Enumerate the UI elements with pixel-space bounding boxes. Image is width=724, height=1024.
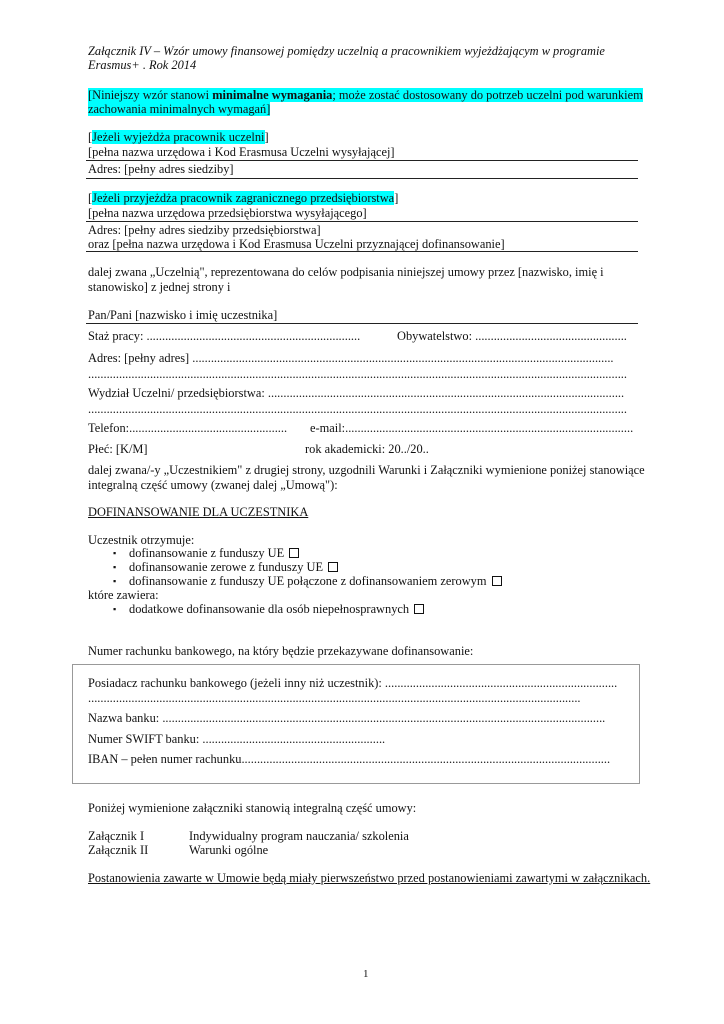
swift-field: Numer SWIFT banku: ........................................................... <box>88 732 386 746</box>
bank-name-field: Nazwa banku: ............................................................................................................................................... <box>88 711 606 725</box>
participant-called-line1: dalej zwana/-y „Uczestnikiem" z drugiej strony, uzgodnili Warunki i Załączniki wymienione poniżej stanowiące <box>88 463 645 477</box>
funding-extra <box>129 602 424 617</box>
annexes-intro: Poniżej wymienione załączniki stanowią integralną część umowy: <box>88 801 417 815</box>
bullet: ▪ <box>113 548 117 558</box>
funding-includes: które zawiera: <box>88 588 159 602</box>
phone-field: Telefon:................................................... <box>88 421 288 435</box>
bullet: ▪ <box>113 562 117 572</box>
annex-text: Indywidualny program nauczania/ szkolenia <box>189 829 409 843</box>
address-field-continued: .............................................................................................................................................................................. <box>88 367 627 381</box>
funding-extra-label: dodatkowe dofinansowanie dla osób niepełnosprawnych <box>129 602 410 616</box>
enterprise-block-title: [Jeżeli przyjeżdża pracownik zagranicznego przedsiębiorstwa] <box>88 191 399 205</box>
divider <box>86 251 638 252</box>
staff-block-line1: [pełna nazwa urzędowa i Kod Erasmusa Uczelni wysyłającej] <box>88 145 395 159</box>
checkbox[interactable] <box>328 562 338 572</box>
bullet: ▪ <box>113 604 117 614</box>
sex-field: Płeć: [K/M] <box>88 442 148 456</box>
citizenship-field: Obywatelstwo: ................................................. <box>397 329 627 343</box>
header-title-line1: Załącznik IV – Wzór umowy finansowej pomiędzy uczelnią a pracownikiem wyjeżdżającym w programie <box>88 44 605 58</box>
funding-option-label: dofinansowanie zerowe z funduszy UE <box>129 560 324 574</box>
checkbox[interactable] <box>492 576 502 586</box>
academic-year-field: rok akademicki: 20../20.. <box>305 442 429 456</box>
note-line2 <box>88 102 270 117</box>
faculty-field-continued: .............................................................................................................................................................................. <box>88 402 627 416</box>
note-rest: ; może zostać dostosowany do potrzeb uczelni pod warunkiem <box>332 88 643 102</box>
checkbox[interactable] <box>289 548 299 558</box>
email-field: e-mail:............................................................................................. <box>310 421 634 435</box>
annex-label: Załącznik I <box>88 829 145 843</box>
checkbox[interactable] <box>414 604 424 614</box>
enterprise-block-title-text: Jeżeli przyjeżdża pracownik zagranicznego przedsiębiorstwa <box>92 191 395 205</box>
bank-holder-field: Posiadacz rachunku bankowego (jeżeli inny niż uczestnik): ........................................................................... <box>88 676 618 690</box>
note-line1 <box>88 88 643 103</box>
funding-option-label: dofinansowanie z funduszy UE <box>129 546 285 560</box>
staff-block-title-text: Jeżeli wyjeżdża pracownik uczelni <box>92 130 265 144</box>
staff-block-title: [Jeżeli wyjeżdża pracownik uczelni] <box>88 130 269 144</box>
participant-called-line2: integralną część umowy (zwanej dalej „Umową"): <box>88 478 338 492</box>
intro-line2: stanowisko] z jednej strony i <box>88 280 231 294</box>
annex-label: Załącznik II <box>88 843 149 857</box>
note-open: [Niniejszy wzór stanowi <box>88 88 213 102</box>
enterprise-block-line1: [pełna nazwa urzędowa przedsiębiorstwa wysyłającego] <box>88 206 367 220</box>
divider <box>86 221 638 222</box>
bank-holder-field-continued: ............................................................................................................................................................... <box>88 691 581 705</box>
funding-option <box>129 546 299 561</box>
seniority-field: Staż pracy: ..................................................................... <box>88 329 361 343</box>
iban-field: IBAN – pełen numer rachunku....................................................................................................................... <box>88 752 611 766</box>
funding-receives: Uczestnik otrzymuje: <box>88 533 195 547</box>
annex-text: Warunki ogólne <box>189 843 269 857</box>
funding-option <box>129 574 502 589</box>
page-number: 1 <box>363 968 369 980</box>
divider <box>86 178 638 179</box>
note-line2-text: zachowania minimalnych wymagań] <box>88 102 271 116</box>
faculty-field: Wydział Uczelni/ przedsiębiorstwa: ................................................................................................................... <box>88 386 625 400</box>
intro-line1: dalej zwana „Uczelnią", reprezentowana do celów podpisania niniejszej umowy przez [nazwisko, imię i <box>88 265 604 279</box>
enterprise-block-line2: Adres: [pełny adres siedziby przedsiębiorstwa] <box>88 223 321 237</box>
divider <box>86 160 638 161</box>
bullet: ▪ <box>113 576 117 586</box>
funding-option <box>129 560 338 575</box>
funding-option-label: dofinansowanie z funduszy UE połączone z dofinansowaniem zerowym <box>129 574 487 588</box>
bank-intro: Numer rachunku bankowego, na który będzie przekazywane dofinansowanie: <box>88 644 474 658</box>
participant-name: Pan/Pani [nazwisko i imię uczestnika] <box>88 308 278 322</box>
note-bold: minimalne wymagania <box>212 88 333 102</box>
priority-clause: Postanowienia zawarte w Umowie będą miały pierwszeństwo przed postanowieniami zawartymi w załącznikach. <box>88 871 651 885</box>
funding-heading: DOFINANSOWANIE DLA UCZESTNIKA <box>88 505 309 519</box>
staff-block-line2: Adres: [pełny adres siedziby] <box>88 162 234 176</box>
divider <box>86 323 638 324</box>
address-field: Adres: [pełny adres] ........................................................................................................................................ <box>88 351 614 365</box>
header-title-line2: Erasmus+ . Rok 2014 <box>88 58 197 72</box>
enterprise-block-line3: oraz [pełna nazwa urzędowa i Kod Erasmusa Uczelni przyznającej dofinansowanie] <box>88 237 505 251</box>
